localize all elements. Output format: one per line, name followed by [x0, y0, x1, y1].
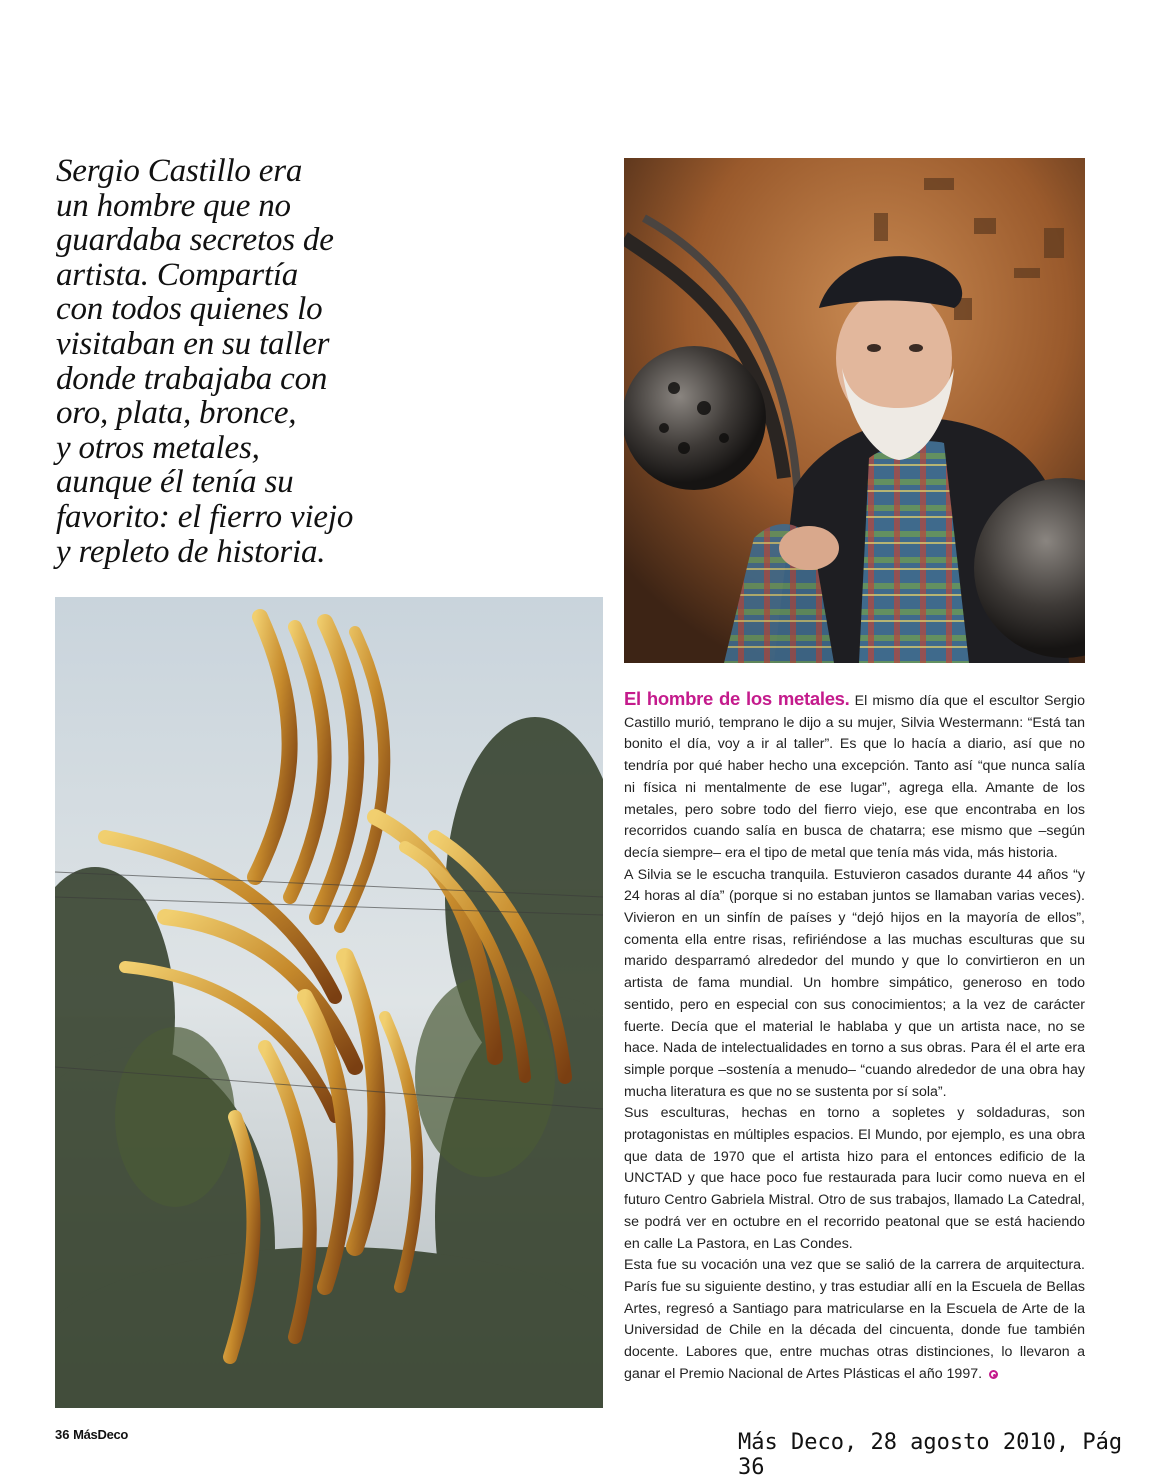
pull-quote-line: oro, plata, bronce,: [56, 395, 297, 432]
end-mark-icon: [989, 1370, 998, 1379]
article-headline: El hombre de los metales.: [624, 688, 850, 709]
article-body: [624, 688, 1085, 1386]
article-paragraph: Sus esculturas, hechas en torno a sopletes y soldaduras, son protagonistas en múltiples espacios. El Mundo, por ejemplo, es una obra que data de 1970 que el artista hizo para el entonces edificio de la UNCTAD y que hace poco fue restaurada para lucir como nueva en el futuro Centro Gabriela Mistral. Otro de sus trabajos, llamado La Catedral, se podrá ver en octubre en el recorrido peatonal que se está haciendo en calle La Pastora, en Las Condes.: [624, 1105, 1085, 1252]
article-paragraph-last: [624, 1255, 1085, 1385]
pull-quote-line: donde trabajaba con: [56, 360, 328, 397]
sculpture-photo: [55, 597, 603, 1408]
article-paragraph-text: El mismo día que el escultor Sergio Castillo murió, temprano le dijo a su mujer, Silvia Westermann: “Está tan bonito el día, voy a ir al taller”. Es que lo hacía a diario, así que no tendría por qué haber hecho una excepción. Tanto así “que nunca salía ni física ni mentalmente de ese lugar”, agrega ella. Amante de los metales, pero sobre todo del fierro viejo, ese que encontraba en los recorridos cuando salía en busca de chatarra; ese mismo que –según decía siempre– era el tipo de metal que tenía más vida, más historia.: [624, 693, 1085, 861]
pull-quote-line: con todos quienes lo: [56, 291, 323, 328]
artist-portrait-photo: [624, 158, 1085, 663]
pull-quote-line: y repleto de historia.: [56, 533, 326, 570]
page-number: 36: [55, 1427, 70, 1442]
source-caption: Más Deco, 28 agosto 2010, Pág 36: [738, 1430, 1123, 1480]
pull-quote: [56, 154, 436, 569]
article-paragraph: A Silvia se le escucha tranquila. Estuvieron casados durante 44 años “y 24 horas al día” (porque si no estaban juntos se llamaban varias veces). Vivieron en un sinfín de países y “dejó hijos en la mayoría de ellos”, comenta ella entre risas, refiriéndose a las muchas esculturas que su marido desparramó alrededor del mundo y que lo convirtieron en un artista de fama mundial. Un hombre simpático, generoso en todo sentido, pero en especial con sus conocimientos; a la vez de carácter fuerte. Decía que el material le hablaba y que un artista nace, no se hace. Nada de intelectualidades en torno a sus obras. Para él el arte era simple porque –sostenía a menudo– “cuando alrededor de una obra hay mucha literatura es que no se sustenta por sí sola”.: [624, 866, 1085, 1100]
pull-quote-line: guardaba secretos de: [56, 222, 334, 259]
pull-quote-line: aunque él tenía su: [56, 464, 294, 501]
article-paragraph: [624, 688, 1085, 865]
pull-quote-line: Sergio Castillo era: [56, 153, 303, 189]
pull-quote-line: visitaban en su taller: [56, 325, 330, 362]
pull-quote-line: favorito: el fierro viejo: [56, 498, 354, 535]
magazine-name: MásDeco: [73, 1427, 129, 1442]
article-paragraph-text: Esta fue su vocación una vez que se salió de la carrera de arquitectura. París fue su siguiente destino, y tras estudiar allí en la Escuela de Bellas Artes, regresó a Santiago para matricularse en la Escuela de Arte de la Universidad de Chile en la década del cincuenta, donde fue también docente. Labores que, entre muchas otras distinciones, lo llevaron a ganar el Premio Nacional de Artes Plásticas el año 1997.: [624, 1257, 1085, 1382]
pull-quote-line: un hombre que no: [56, 187, 291, 224]
pull-quote-line: artista. Compartía: [56, 256, 299, 293]
page-folio: [55, 1427, 128, 1442]
pull-quote-line: y otros metales,: [56, 429, 260, 466]
